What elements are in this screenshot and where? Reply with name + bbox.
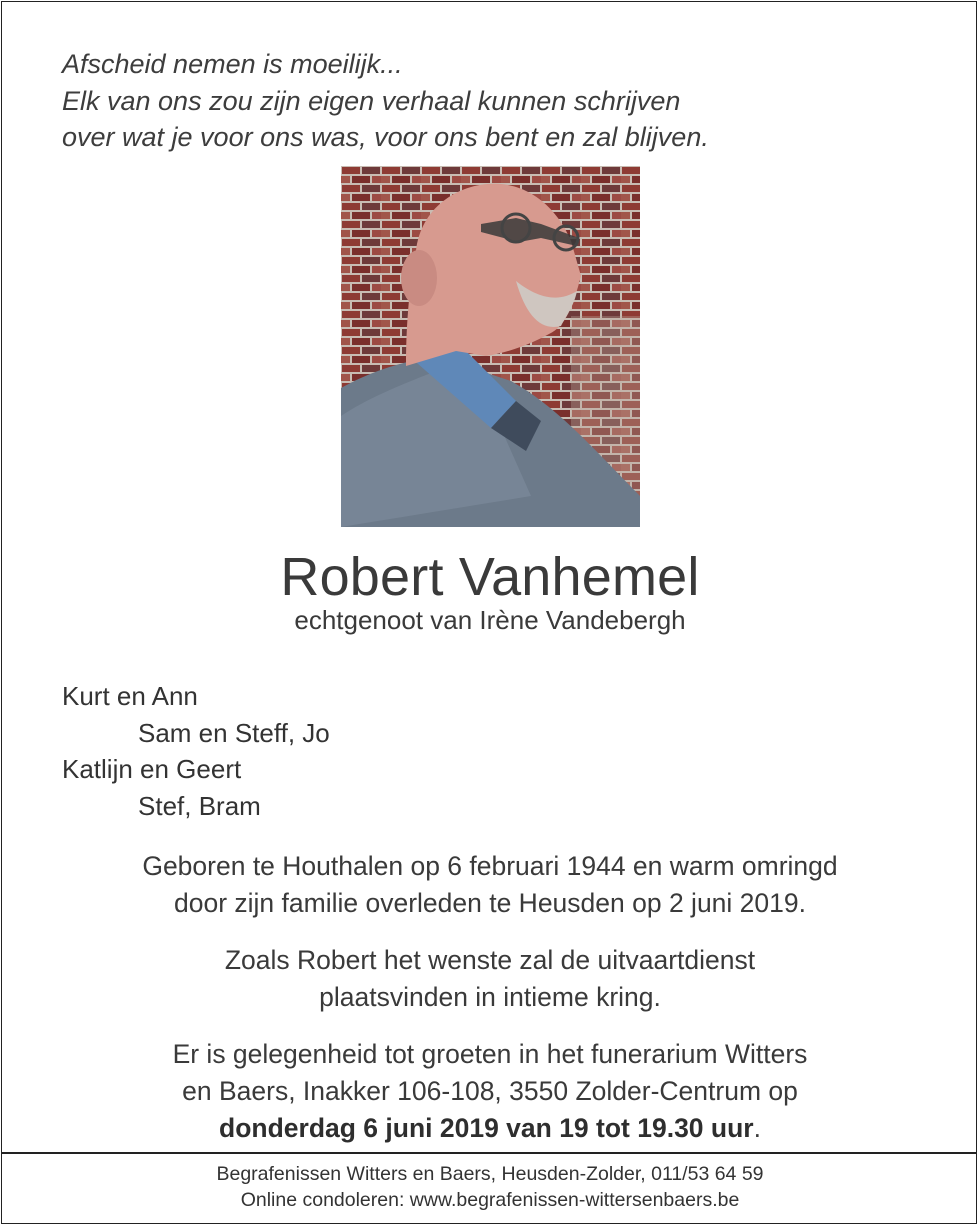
footer-divider [1,1152,977,1154]
verse-line-1: Afscheid nemen is moeilijk... [62,49,403,79]
family-children-2: Stef, Bram [138,790,261,821]
visitation-date: donderdag 6 juni 2019 van 19 tot 19.30 uur [219,1113,754,1143]
spouse-line: echtgenoot van Irène Vandebergh [294,605,686,635]
visitation-paragraph [0,1036,980,1147]
visitation-line-2: en Baers, Inakker 106-108, 3550 Zolder-Centrum op [182,1076,798,1106]
deceased-name: Robert Vanhemel [280,547,700,607]
visitation-line-3 [0,1110,980,1147]
birth-death-line-2: door zijn familie overleden te Heusden op 2 juni 2019. [174,888,806,918]
verse-line-2: Elk van ons zou zijn eigen verhaal kunnen schrijven [62,85,681,116]
family-children-1: Sam en Steff, Jo [138,717,330,748]
verse-line-3: over wat je voor ons was, voor ons bent en zal blijven. [62,122,709,152]
visitation-period: . [753,1113,761,1143]
funeral-home-contact: Begrafenissen Witters en Baers, Heusden-Zolder, 011/53 64 59 [216,1163,764,1185]
service-line-1: Zoals Robert het wenste zal de uitvaartdienst [224,945,756,975]
birth-death-paragraph [0,848,980,922]
condolence-website: Online condoleren: www.begrafenissen-wittersenbaers.be [240,1189,740,1211]
footer [0,1161,980,1213]
portrait-photo [341,166,640,527]
service-paragraph [0,942,980,1016]
family-list [62,678,330,824]
visitation-line-1: Er is gelegenheid tot groeten in het funerarium Witters [172,1039,808,1069]
portrait-illustration [341,166,640,527]
service-line-2: plaatsvinden in intieme kring. [319,982,661,1012]
opening-verse [62,46,709,156]
family-parents-1: Kurt en Ann [62,681,198,711]
birth-death-line-1: Geboren te Houthalen op 6 februari 1944 en warm omringd [142,851,838,881]
family-parents-2: Katlijn en Geert [62,754,242,784]
